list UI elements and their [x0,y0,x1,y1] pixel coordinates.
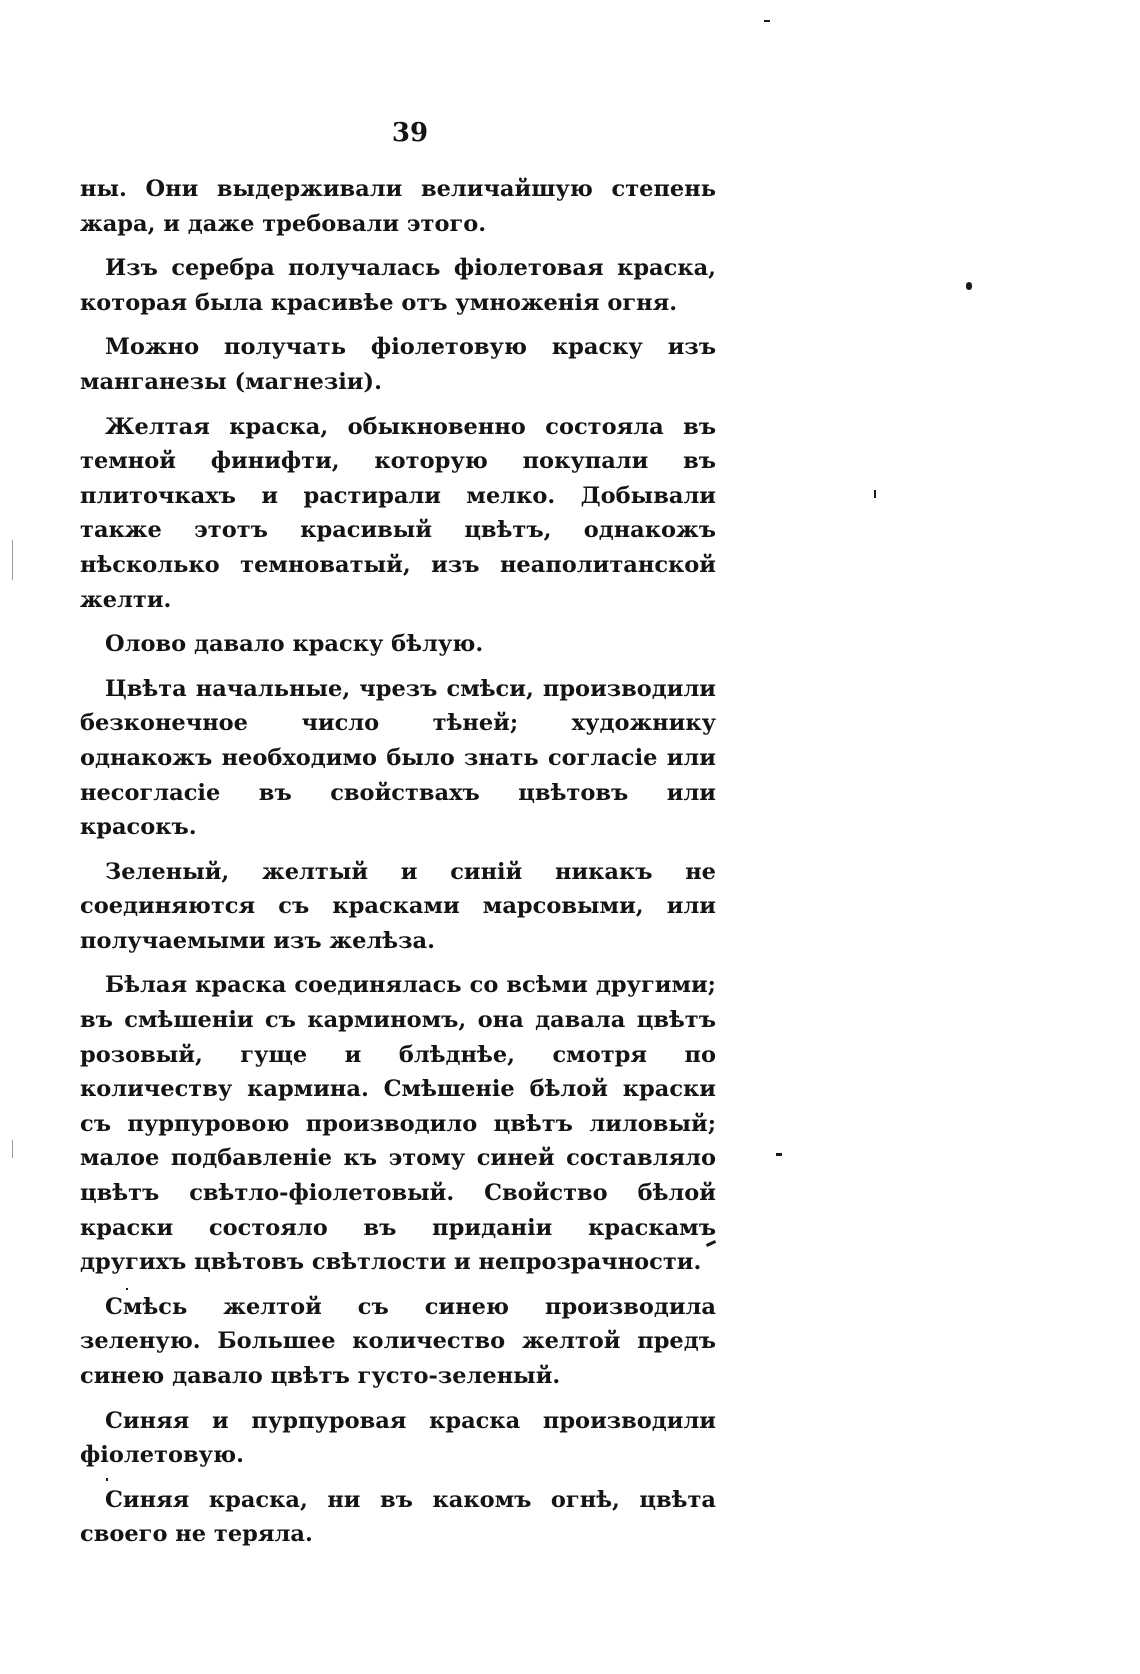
scan-speck [776,1153,782,1156]
page-number: 39 [391,118,429,148]
scan-speck [106,1478,108,1481]
paragraph: Бѣлая краска соединялась со всѣми другими; въ смѣшеніи съ карминомъ, она давала цвѣтъ розовый, гуще и блѣднѣе, смотря по количеству кармина. Смѣшеніе бѣлой краски съ пурпуровою производило цвѣтъ лиловый; малое подбавленіе къ этому синей составляло цвѣтъ свѣтло-фіолетовый. Свойство бѣлой краски состояло въ приданіи краскамъ другихъ цвѣтовъ свѣтлости и непрозрачности. [80,972,716,1276]
paragraph: Синяя краска, ни въ какомъ огнѣ, цвѣта своего не теряла. [80,1486,716,1548]
scan-speck [12,1140,13,1158]
scan-speck [126,1288,128,1290]
paragraph: Смѣсь желтой съ синею производила зеленую. Большее количество желтой предъ синею давало цвѣтъ густо-зеленый. [80,1293,716,1389]
text-column [80,172,716,1562]
paragraph: Можно получать фіолетовую краску изъ манганезы (магнезіи). [80,334,716,395]
paragraph: Олово давало краску бѣлую. [105,631,484,658]
scan-speck [764,20,770,22]
paragraph: Изъ серебра получалась фіолетовая краска, которая была красивѣе отъ умноженія огня. [80,255,716,316]
scan-speck [966,282,972,290]
scan-speck [874,490,876,498]
scan-speck [12,540,13,580]
paragraph: Желтая краска, обыкновенно состояла въ темной финифти, которую покупали въ плиточкахъ и растирали мелко. Добывали также этотъ красивый цвѣтъ, однакожъ нѣсколько темноватый, изъ неаполитанской желти. [80,413,716,613]
paragraph: Цвѣта начальные, чрезъ смѣси, производили безконечное число тѣней; художнику однакожъ необходимо было знать согласіе или несогласіе въ свойствахъ цвѣтовъ или красокъ. [80,675,716,841]
paragraph: ны. Они выдерживали величайшую степень жара, и даже требовали этого. [80,176,716,237]
paragraph: Синяя и пурпуровая краска производили фіолетовую. [80,1407,716,1469]
paragraph: Зеленый, желтый и синій никакъ не соединяются съ красками марсовыми, или получаемыми изъ желѣза. [80,858,716,954]
